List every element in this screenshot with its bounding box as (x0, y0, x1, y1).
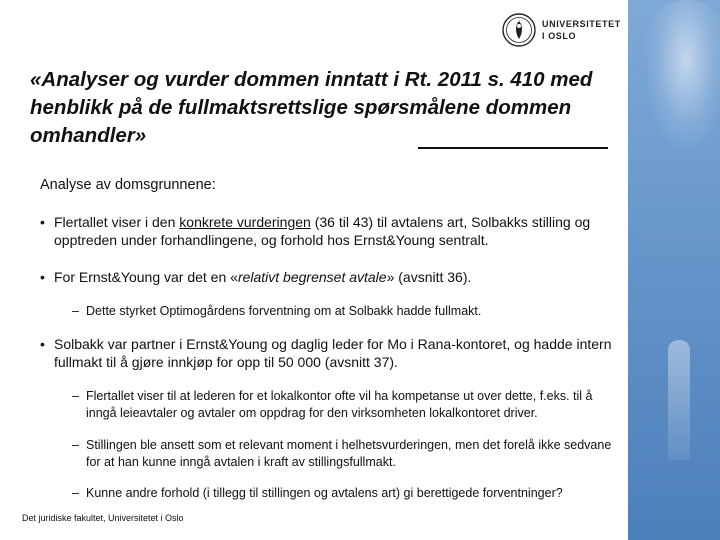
slide-title: «Analyser og vurder dommen inntatt i Rt. 2011 s. 410 med henblikk på de fullmaktsrettslige spørsmålene dommen omhandler» (30, 68, 593, 147)
subbullet-marker: – (72, 304, 79, 318)
bullet-text: » (avsnitt 36). (386, 269, 472, 285)
subbullet-text: Dette styrket Optimogårdens forventning om at Solbakk hadde fullmakt. (86, 304, 482, 318)
university-name-line1: UNIVERSITETET (542, 19, 621, 29)
subbullet-item (72, 388, 626, 422)
bullet-marker: • (40, 269, 45, 285)
decorative-side-panel (628, 0, 720, 540)
bullet-text: Flertallet viser i den (54, 214, 180, 230)
subbullet-item (72, 303, 616, 320)
university-logo (502, 10, 632, 50)
university-seal-icon (502, 13, 536, 47)
subbullet-marker: – (72, 389, 79, 403)
subbullet-marker: – (72, 486, 79, 500)
university-name-line2: I OSLO (542, 31, 577, 41)
bullet-italic-text: relativt begrenset avtale (237, 269, 387, 285)
section-heading: Analyse av domsgrunnene: (40, 177, 216, 193)
bullet-text: (36 til 43) til avtalens art, Solbakks stilling og opptreden under forhandlingene, og forhold hos Ernst&Young sentralt. (54, 214, 591, 248)
bullet-marker: • (40, 214, 45, 230)
subbullet-text: Flertallet viser til at lederen for et lokalkontor ofte vil ha kompetanse ut over dette, f.eks. til å inngå leieavtaler og avtaler om oppdrag for den virksomheten lokalkontoret driver. (86, 389, 593, 420)
bullet-text: Solbakk var partner i Ernst&Young og daglig leder for Mo i Rana-kontoret, og hadde intern fullmakt til å gjøre innkjøp for opp til 50 000 (avsnitt 37). (54, 336, 612, 370)
bullet-item (40, 268, 626, 286)
subbullet-text: Stillingen ble ansett som et relevant moment i helhetsvurderingen, men det forelå ikke sedvane for at han kunne inngå avtalen i kraft av stillingsfullmakt. (86, 438, 612, 469)
bullet-item (40, 213, 626, 249)
bullet-item (40, 335, 626, 371)
university-name (542, 18, 621, 42)
subbullet-item (72, 437, 626, 471)
subbullet-item (72, 485, 626, 502)
bullet-marker: • (40, 336, 45, 352)
footer-text: Det juridiske fakultet, Universitetet i Oslo (22, 513, 184, 523)
bullet-text: For Ernst&Young var det en « (54, 269, 238, 285)
figure-image (668, 340, 690, 460)
title-underline-rule (418, 147, 608, 149)
bullet-underlined-text: konkrete vurderingen (179, 214, 311, 230)
statue-image (646, 0, 720, 150)
subbullet-marker: – (72, 438, 79, 452)
subbullet-text: Kunne andre forhold (i tillegg til stillingen og avtalens art) gi berettigede forventninger? (86, 486, 563, 500)
